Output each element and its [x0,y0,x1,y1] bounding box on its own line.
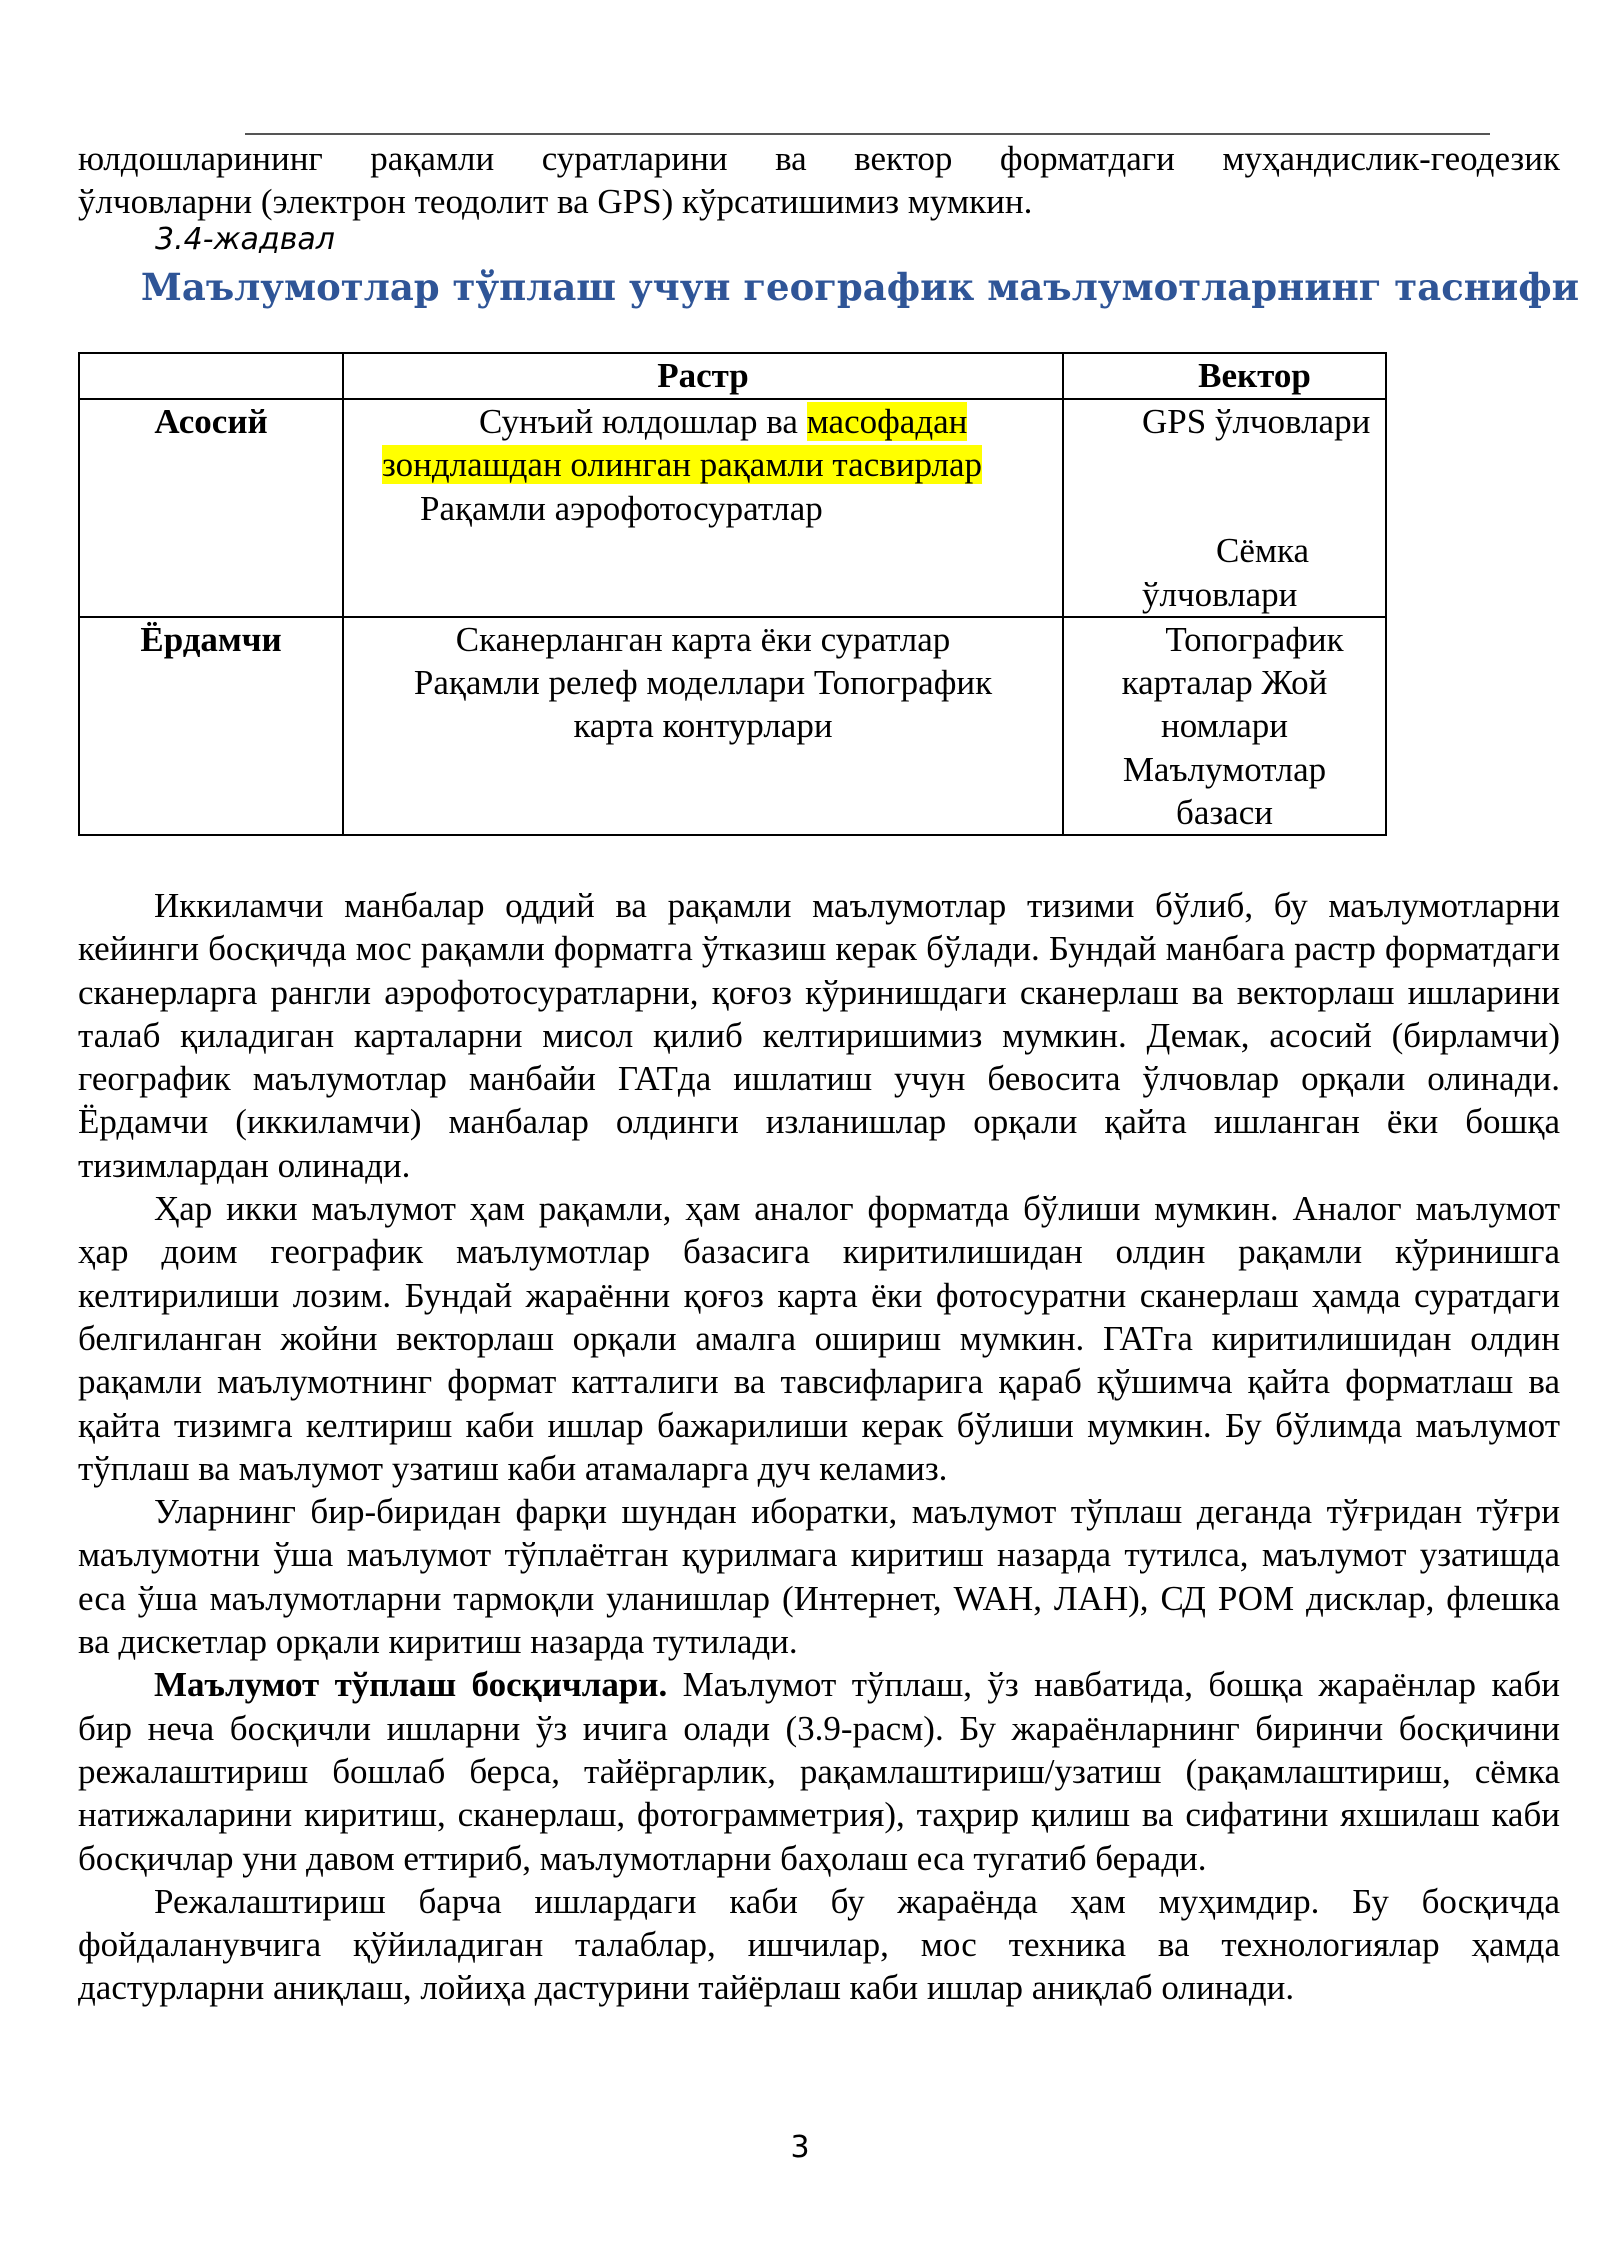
vector-main-spacer [1064,486,1385,529]
highlighted-text: зондлашдан олинган рақамли тасвирлар [382,445,983,485]
vector-aux-line-2: карталар Жой [1121,663,1328,703]
body-paragraph-5: Режалаштириш барча ишлардаги каби бу жараёнда ҳам муҳимдир. Бу босқичда фойдаланувчига қўйиладиган талаблар, ишчилар, мос техника ва технологиялар ҳамда дастурларни аниқлаш, лойиҳа дастурини тайёрлаш каби ишлар аниқлаб олинади. [78,1881,1560,2008]
header-empty-cell [79,353,343,399]
body-paragraph-4 [78,1663,1560,1879]
raster-aux-line-3: карта контурлари [573,706,833,746]
row-label-main: Асосий [79,399,343,617]
page-number: 3 [790,2130,810,2165]
header-raster: Растр [343,353,1063,399]
raster-main-line-3: Рақамли аэрофотосуратлар [420,488,823,528]
raster-aux-line-2: Рақамли релеф моделлари Топографик [413,663,993,703]
body-paragraph-3: Уларнинг бир-биридан фарқи шундан иборатки, маълумот тўплаш деганда тўғридан тўғри маълумотни ўша маълумот тўплаётган қурилмага киритиш назарда тутилса, маълумот узатишда еса ўша маълумотларни тармоқли уланишлар (Интернет, WAН, ЛАН), СД РОМ дисклар, флешка ва дискетлар орқали киритиш назарда тутилади. [78,1492,1560,1662]
classification-table [78,352,1387,836]
vector-aux-line-1: Топографик [1165,619,1344,659]
vector-aux-line-3: номлари [1161,706,1288,746]
header-vector: Вектор [1063,353,1386,399]
intro-line-2: ўлчовларни (электрон теодолит ва GPS) кўрсатишимиз мумкин. [78,182,1033,222]
body-paragraph-1: Иккиламчи манбалар оддий ва рақамли маълумотлар тизими бўлиб, бу маълумотларни кейинги босқичда мос рақамли форматга ўтказиш керак бўлади. Бундай манбага растр форматдаги сканерларга рангли аэрофотосуратларни, қоғоз кўринишдаги сканерлаш ва векторлаш ишларини талаб қиладиган карталарни мисол қилиб келтиришимиз мумкин. Демак, асосий (бирламчи) географик маълумотлар манбайи ГАТда ишлатиш учун бевосита ўлчовлар орқали олинади. Ёрдамчи (иккиламчи) манбалар олдинги изланишлар орқали қайта ишланган ёки бошқа тизимлардан олинади. [78,886,1560,1185]
table-header-row [79,353,1386,399]
table-title: Маълумотлар тўплаш учун географик маълумотларнинг таснифи [140,265,1580,309]
row-label-auxiliary: Ёрдамчи [79,617,343,835]
top-rule [245,133,1490,135]
raster-main-cell [343,399,1063,617]
vector-aux-line-4: Маълумотлар [1122,749,1327,789]
vector-main-line-3: ўлчовлари [1142,574,1298,614]
raster-aux-line-1: Сканерланган карта ёки суратлар [455,619,951,659]
intro-paragraph [78,137,1560,224]
body-paragraph-2: Ҳар икки маълумот ҳам рақамли, ҳам аналог форматда бўлиши мумкин. Аналог маълумот ҳар доим географик маълумотлар базасига киритилишидан олдин рақамли кўринишга келтирилиши лозим. Бундай жараённи қоғоз карта ёки фотосуратни сканерлаш ҳамда суратдаги белгиланган жойни векторлаш орқали амалга ошириш мумкин. ГАТга киритилишидан олдин рақамли маълумотнинг формат катталиги ва тавсифларига қараб қўшимча қайта форматлаш ва қайта тизимга келтириш каби ишлар бажарилиши керак бўлиши мумкин. Бу бўлимда маълумот тўплаш ва маълумот узатиш каби атамаларга дуч келамиз. [78,1189,1560,1488]
raster-main-line-2 [344,443,1062,486]
body-paragraph-4-text: Маълумот тўплаш, ўз навбатида, бошқа жараёнлар каби бир неча босқичли ишларни ўз ичига олади (3.9-расм). Бу жараёнларнинг биринчи босқичини режалаштириш бошлаб берса, тайёргарлик, рақамлаштириш/узатиш (рақамлаштириш, сёмка натижаларини киритиш, сканерлаш, фотограмметрия), таҳрир қилиш ва сифатини яхшилаш каби босқичлар уни давом еттириб, маълумотларни баҳолаш еса тугатиб беради. [78,1665,1560,1878]
vector-main-cell [1063,399,1386,617]
stages-heading: Маълумот тўплаш босқичлари. [154,1665,668,1705]
vector-main-line-2: Сёмка [1216,531,1310,571]
vector-aux-line-5: базаси [1176,793,1273,833]
raster-main-line-1 [344,400,1062,443]
table-row-auxiliary [79,617,1386,835]
intro-line-1: юлдошларининг рақамли суратларини ва вектор форматдаги муҳандислик-геодезик [78,139,1560,178]
table-caption: 3.4-жадвал [155,222,335,257]
highlighted-text: масофадан [806,402,968,441]
vector-main-spacer [1064,443,1385,486]
table-row-main [79,399,1386,617]
raster-main-plain-text: Сунъий юлдошлар ва [479,402,807,441]
body-text [78,884,1560,2010]
raster-aux-cell [343,617,1063,835]
vector-main-line-1: GPS ўлчовлари [1142,402,1371,441]
vector-aux-cell [1063,617,1386,835]
